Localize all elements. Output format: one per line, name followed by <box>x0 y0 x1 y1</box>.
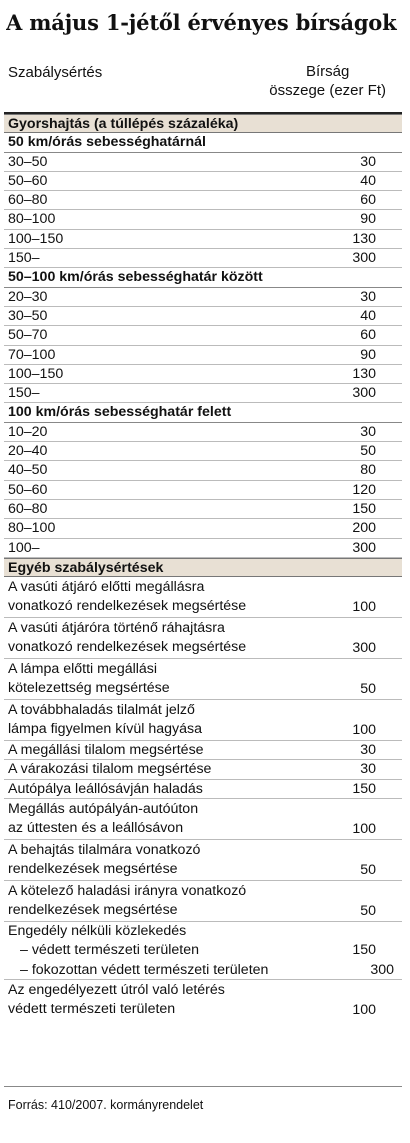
row-label <box>8 800 198 838</box>
row-label-line1: A lámpa előtti megállási <box>8 661 158 678</box>
group-title-text: Engedély nélküli közlekedés <box>8 923 187 940</box>
row-label: 150– <box>8 250 40 267</box>
group-title-text: 50 km/órás sebességhatárnál <box>8 134 206 151</box>
row-label-line1: Megállás autópályán-autóúton <box>8 801 199 818</box>
column-header-fine-line2: összege (ezer Ft) <box>269 82 386 99</box>
row-label: Autópálya leállósávján haladás <box>8 780 203 797</box>
row-value: 200 <box>352 520 376 537</box>
row-label <box>8 882 246 920</box>
table-row <box>4 153 402 172</box>
row-label: 10–20 <box>8 423 48 440</box>
row-label <box>8 841 200 879</box>
row-label-line2: védett természeti területen <box>8 1000 176 1017</box>
table-row <box>4 481 402 500</box>
table-row <box>4 577 402 618</box>
footer-divider <box>4 1086 402 1087</box>
section-title: Gyorshajtás (a túllépés százaléka) <box>8 116 239 132</box>
row-value: 150 <box>352 500 376 517</box>
table-row <box>4 840 402 881</box>
table-row <box>4 442 402 461</box>
row-value: 50 <box>360 681 376 698</box>
row-label: 20–30 <box>8 288 48 305</box>
row-label-line2: vonatkozó rendelkezések megsértése <box>8 598 247 615</box>
row-value: 120 <box>352 481 376 498</box>
row-label-line2: kötelezettség megsértése <box>8 680 170 697</box>
group-title <box>4 268 402 287</box>
table-row <box>4 799 402 840</box>
row-value: 90 <box>360 346 376 363</box>
column-header-fine-line1: Bírság <box>305 63 350 80</box>
group-title-text: 100 km/órás sebességhatár felett <box>8 404 232 421</box>
group-title <box>4 922 402 941</box>
row-label-line1: A vasúti átjáróra történő ráhajtásra <box>8 620 225 637</box>
row-label: 60–80 <box>8 500 48 517</box>
row-label: 150– <box>8 385 40 402</box>
row-value: 300 <box>352 539 376 556</box>
row-label: 50–70 <box>8 327 48 344</box>
row-label-line1: A behajtás tilalmára vonatkozó <box>8 842 201 859</box>
table-row <box>4 659 402 700</box>
row-value: 100 <box>352 599 376 616</box>
table-row <box>4 346 402 365</box>
column-header-offense: Szabálysértés <box>8 64 103 81</box>
group-title <box>4 133 402 152</box>
table-row <box>4 618 402 659</box>
row-value: 40 <box>360 307 376 324</box>
row-value: 300 <box>352 250 376 267</box>
row-label: 40–50 <box>8 462 48 479</box>
table-row <box>4 741 402 760</box>
row-label: 70–100 <box>8 346 56 363</box>
table-row <box>4 700 402 741</box>
row-value: 50 <box>360 443 376 460</box>
row-label-line1: A vasúti átjáró előtti megállásra <box>8 579 205 596</box>
column-header-fine <box>269 62 386 100</box>
section-other <box>4 558 402 577</box>
row-label <box>8 701 202 739</box>
table-row <box>4 519 402 538</box>
row-value: 50 <box>360 862 376 879</box>
table-row <box>4 780 402 799</box>
table-row <box>4 288 402 307</box>
row-value: 100 <box>352 821 376 838</box>
group-title-text: 50–100 km/órás sebességhatár között <box>8 269 263 286</box>
row-label: – védett természeti területen <box>20 942 200 959</box>
page-title: A május 1-jétől érvényes bírságok <box>6 10 397 35</box>
row-label: 20–40 <box>8 443 48 460</box>
row-value: 300 <box>352 640 376 657</box>
row-label <box>8 578 246 616</box>
table-row <box>4 210 402 229</box>
row-label <box>8 981 225 1019</box>
row-label-line2: az úttesten és a leállósávon <box>8 820 184 837</box>
table-row <box>4 172 402 191</box>
row-value: 30 <box>360 423 376 440</box>
table-row <box>4 384 402 403</box>
row-label: 50–60 <box>8 481 48 498</box>
table-row <box>4 881 402 922</box>
row-value: 40 <box>360 172 376 189</box>
row-value: 60 <box>360 327 376 344</box>
table-row <box>4 760 402 779</box>
table-body <box>4 114 402 1021</box>
row-label-line2: rendelkezések megsértése <box>8 861 178 878</box>
table-row <box>4 461 402 480</box>
table-row <box>4 307 402 326</box>
row-label: A várakozási tilalom megsértése <box>8 761 212 778</box>
source-note: Forrás: 410/2007. kormányrendelet <box>8 1098 204 1112</box>
row-label: 30–50 <box>8 153 48 170</box>
table-row <box>4 941 402 960</box>
row-label: 80–100 <box>8 211 56 228</box>
table-row <box>4 539 402 558</box>
row-value: 100 <box>352 722 376 739</box>
row-value: 300 <box>370 961 394 978</box>
row-label-line2: rendelkezések megsértése <box>8 902 178 919</box>
row-label-line2: lámpa figyelmen kívül hagyása <box>8 721 202 738</box>
row-value: 60 <box>360 192 376 209</box>
row-label: 100–150 <box>8 230 64 247</box>
row-label: 50–60 <box>8 172 48 189</box>
row-value: 150 <box>352 942 376 959</box>
row-value: 30 <box>360 288 376 305</box>
row-label: 80–100 <box>8 520 56 537</box>
row-value: 130 <box>352 230 376 247</box>
row-label: A megállási tilalom megsértése <box>8 742 204 759</box>
row-label-line1: A kötelező haladási irányra vonatkozó <box>8 883 247 900</box>
table-row <box>4 961 402 980</box>
table-row <box>4 249 402 268</box>
row-label <box>8 619 246 657</box>
row-label-line1: Az engedélyezett útról való letérés <box>8 981 225 998</box>
section-title: Egyéb szabálysértések <box>8 559 164 576</box>
row-value: 30 <box>360 761 376 778</box>
row-value: 30 <box>360 153 376 170</box>
row-value: 30 <box>360 742 376 759</box>
row-label: 100–150 <box>8 365 64 382</box>
table-row <box>4 365 402 384</box>
group-title <box>4 403 402 422</box>
row-value: 100 <box>352 1001 376 1018</box>
row-value: 50 <box>360 903 376 920</box>
table-row <box>4 423 402 442</box>
row-label: – fokozottan védett természeti területen <box>20 961 269 978</box>
row-label-line1: A továbbhaladás tilalmát jelző <box>8 702 195 719</box>
row-value: 150 <box>352 780 376 797</box>
row-label: 30–50 <box>8 307 48 324</box>
section-speeding <box>4 114 402 133</box>
table-row <box>4 230 402 249</box>
row-label: 100– <box>8 539 40 556</box>
row-label <box>8 660 170 698</box>
row-value: 300 <box>352 385 376 402</box>
row-value: 90 <box>360 211 376 228</box>
table-row <box>4 326 402 345</box>
table-row <box>4 191 402 210</box>
row-value: 80 <box>360 462 376 479</box>
table-row <box>4 980 402 1021</box>
row-label-line2: vonatkozó rendelkezések megsértése <box>8 639 247 656</box>
row-label: 60–80 <box>8 192 48 209</box>
table-row <box>4 500 402 519</box>
row-value: 130 <box>352 365 376 382</box>
